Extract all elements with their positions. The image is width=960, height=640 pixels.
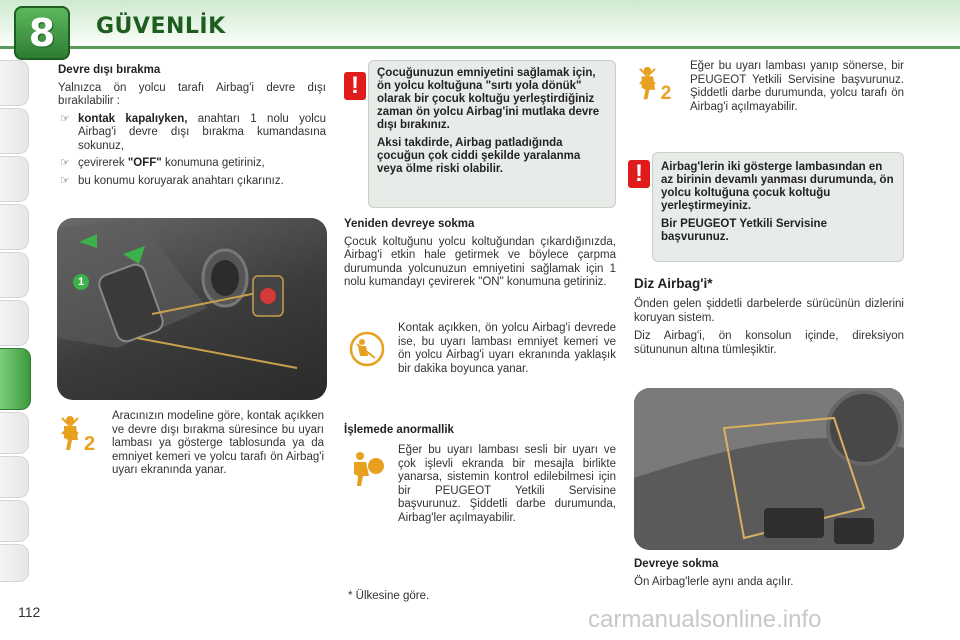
knee-airbag-illustration — [634, 388, 904, 550]
side-tab-6[interactable] — [0, 300, 29, 346]
activation-heading: Devreye sokma — [634, 558, 719, 570]
lamp-fault-warning-box — [652, 152, 904, 262]
knee-airbag-photo — [634, 388, 904, 550]
deactivation-step-1: ☞ kontak kapalıyken, anahtarı 1 nolu yolcu Airbag'i devre dışı bırakma kumandasına sokunuz, — [60, 112, 326, 152]
fault-text: Eğer bu uyarı lambası sesli bir uyarı ve çok işlevli ekranda bir mesajla birlikte yanarsa, sistemin kontrol edilebilmesi için bir PEUGEOT Yetkili Servisine başvurunuz. Şiddetli darbe durumunda, Airbag'ler açılmayabilir. — [398, 444, 616, 524]
side-tab-3[interactable] — [0, 156, 29, 202]
chapter-title: GÜVENLİK — [96, 14, 226, 39]
warning-exclamation-icon-2: ! — [628, 160, 650, 188]
activation-section — [634, 558, 904, 589]
side-tab-4[interactable] — [0, 204, 29, 250]
lamp-fault-warning-text: Airbag'lerin iki gösterge lambasından en az birinin devamlı yanması durumunda, ön yolcu koltuğuna çocuk koltuğu yerleştirmeyiniz. — [661, 161, 894, 212]
svg-text:2: 2 — [660, 83, 672, 104]
contact-dealer-text: Bir PEUGEOT Yetkili Servisine başvurunuz. — [661, 218, 827, 243]
child-seat-warning-box — [368, 60, 616, 208]
footnote: * Ülkesine göre. — [348, 590, 430, 602]
side-tab-10[interactable] — [0, 500, 29, 542]
lamp-description-1: Aracınızın modeline göre, kontak açıkken ve devre dışı bırakma süresince bu uyarı lambası ya gösterge tablosunda ya da emniyet kemeri ve yolcu tarafı ön Airbag'i uyarı ekranında yanar. — [112, 410, 324, 476]
passenger-airbag-off-lamp-icon-2 — [636, 64, 676, 104]
fault-section — [344, 424, 616, 438]
chapter-number-tab[interactable]: 8 — [14, 6, 70, 60]
key-switch-illustration — [57, 218, 327, 400]
pointing-hand-icon: ☞ — [60, 174, 70, 187]
side-tab-8[interactable] — [0, 412, 29, 454]
warning-exclamation-icon: ! — [344, 72, 366, 100]
side-tab-1[interactable] — [0, 60, 29, 106]
knee-airbag-heading: Diz Airbag'i* — [634, 276, 713, 291]
reactivation-text: Çocuk koltuğunu yolcu koltuğundan çıkardığınızda, Airbag'i etkin hale getirmek ve böylece çarpma durumunda yolcunuzun emniyetini sağlamak için 1 nolu kumandayı çevirerek "ON" konumuna getiriniz. — [344, 235, 616, 288]
injury-risk-warning-text: Aksi takdirde, Airbag patladığında çocuğun çok ciddi şekilde yaralanma veya ölme riski olabilir. — [377, 137, 581, 175]
page-number: 112 — [18, 604, 41, 620]
pointing-hand-icon: ☞ — [60, 157, 70, 169]
deactivation-heading: Devre dışı bırakma — [58, 64, 161, 76]
side-tab-2[interactable] — [0, 108, 29, 154]
header-rule — [0, 46, 960, 49]
blinking-lamp-text: Eğer bu uyarı lambası yanıp sönerse, bir PEUGEOT Yetkili Servisine başvurunuz. Şiddetli darbe durumunda, yolcu tarafı ön Airbag'i açılmayabilir. — [690, 60, 904, 113]
watermark-text: carmanualsonline.info — [588, 606, 822, 633]
passenger-airbag-off-lamp-icon — [58, 414, 100, 454]
child-seat-warning-text: Çocuğunuzun emniyetini sağlamak için, ön yolcu koltuğuna "sırtı yola dönük" olarak bir çocuk koltuğu yerleştirdiğiniz zaman ön yolcu Airbag'ini mutlaka devre dışı bırakınız. — [377, 67, 600, 131]
side-tab-9[interactable] — [0, 456, 29, 498]
reactivation-section — [344, 218, 616, 290]
deactivation-step-2: ☞ çevirerek "OFF" konumuna getiriniz, — [60, 157, 265, 169]
side-tab-safety-active[interactable] — [0, 348, 31, 410]
reactivation-heading: Yeniden devreye sokma — [344, 218, 475, 230]
pointing-hand-icon: ☞ — [60, 112, 70, 125]
deactivation-section — [58, 64, 326, 188]
side-tab-11[interactable] — [0, 544, 29, 582]
deactivation-step-3: ☞ bu konumu koruyarak anahtarı çıkarınız. — [60, 174, 284, 187]
deactivation-intro: Yalnızca ön yolcu tarafı Airbag'i devre dışı bırakılabilir : — [58, 81, 326, 107]
fault-heading: İşlemede anormallik — [344, 424, 454, 436]
svg-text:2: 2 — [84, 433, 96, 454]
knee-airbag-description: Önden gelen şiddetli darbelerde sürücünün dizlerini koruyan sistem. Diz Airbag'i, ön konsolun içinde, direksiyon sütununun altına tümleşiktir. — [634, 298, 904, 356]
seatbelt-airbag-lamp-icon — [348, 330, 386, 368]
ignition-lamp-text: Kontak açıkken, ön yolcu Airbag'i devrede ise, bu uyarı lambası emniyet kemeri ve ön yolcu Airbag'i uyarı ekranında yaklaşık bir dakika boyunca yanar. — [398, 322, 616, 375]
side-tab-5[interactable] — [0, 252, 29, 298]
activation-text: Ön Airbag'lerle aynı anda açılır. — [634, 575, 794, 588]
marker-1-badge: 1 — [73, 274, 89, 290]
airbag-key-switch-photo — [57, 218, 327, 400]
